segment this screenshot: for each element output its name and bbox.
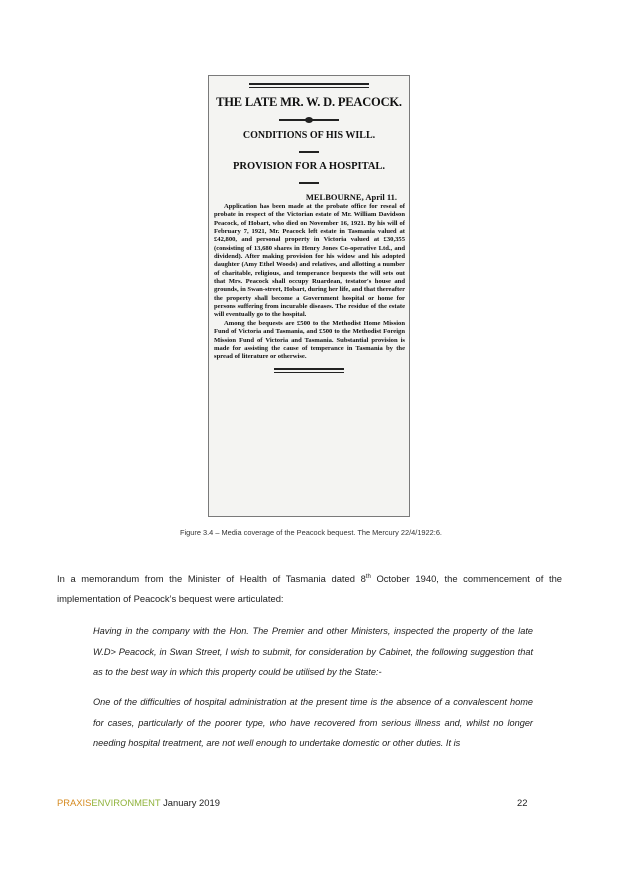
quote-paragraph-1: Having in the company with the Hon. The Premier and other Ministers, inspected the property of the late W.D> Peacock, in Swan Street, I wish to submit, for consideration by Cabinet, the following suggestion that as to the best way in which this property could be utilised by the State:- (93, 626, 533, 677)
ornament-divider (279, 119, 339, 121)
footer-brand-environment: ENVIRONMENT (91, 797, 161, 808)
clipping-body (214, 203, 405, 362)
clipping-subhead: CONDITIONS OF HIS WILL. (242, 130, 376, 141)
footer-brand-praxis: PRAXIS (57, 797, 92, 808)
page-number: 22 (517, 797, 528, 808)
footer-date: January 2019 (160, 797, 220, 808)
clipping-subhead-2: PROVISION FOR A HOSPITAL. (232, 161, 386, 172)
body-paragraph-start: In a memorandum from the Minister of Health of Tasmania dated 8 (57, 573, 366, 584)
clipping-paragraph-2: Among the bequests are £500 to the Methodist Home Mission Fund of Victoria and Tasmania, and £500 to the Methodist Foreign Mission Fund of Victoria and Tasmania. Substantial provision is made for assisting the cause of temperance in Tasmania by the spread of literature or otherwise. (214, 319, 405, 361)
newspaper-clipping (208, 75, 410, 517)
clipping-headline: THE LATE MR. W. D. PEACOCK. (216, 95, 402, 109)
body-paragraph (57, 569, 562, 609)
ordinal-suffix: th (365, 573, 371, 580)
clipping-bottom-rule (274, 368, 344, 370)
clipping-dateline: MELBOURNE, April 11. (305, 192, 397, 202)
clipping-bottom-rule-thin (274, 372, 344, 373)
body-paragraph-end: October 1940, the commencement of the implementation of Peacock’s bequest were articulated: (57, 573, 562, 604)
dash-divider (299, 182, 319, 184)
figure-caption: Figure 3.4 – Media coverage of the Peacock bequest. The Mercury 22/4/1922:6. (180, 528, 442, 537)
clipping-top-rule-thin (249, 87, 369, 88)
quote-paragraph-2: One of the difficulties of hospital administration at the present time is the absence of a convalescent home for cases, particularly of the poorer type, who have recovered from serious illness and, whilst no longer needing hospital treatment, are not well enough to undertake domestic or other duties. It is (93, 697, 533, 748)
clipping-top-rule (249, 83, 369, 85)
dash-divider (299, 151, 319, 153)
clipping-paragraph-1: Application has been made at the probate office for reseal of probate in respect of the Victorian estate of Mr. William Davidson Peacock, of Hobart, who died on November 16, 1921. By his will of February 7, 1921, Mr. Peacock left estate in Tasmania valued at £42,800, and personal property in Victoria valued at £30,355 (consisting of 13,680 shares in Henry Jones Co-operative Ltd., and dividend). After making provision for his widow and his adopted daughter (Amy Ethel Woods) and relatives, and allotting a number of charitable, religious, and temperance bequests the will sets out that Mrs. Peacock shall occupy Ruardean, testator's house and grounds, in Swan-street, Hobart, during her life, and that thereafter the property shall become a Government hospital or home for persons suffering from incurable diseases. The residue of the estate will eventually go to the hospital. (214, 203, 405, 319)
footer-brand (57, 797, 220, 808)
